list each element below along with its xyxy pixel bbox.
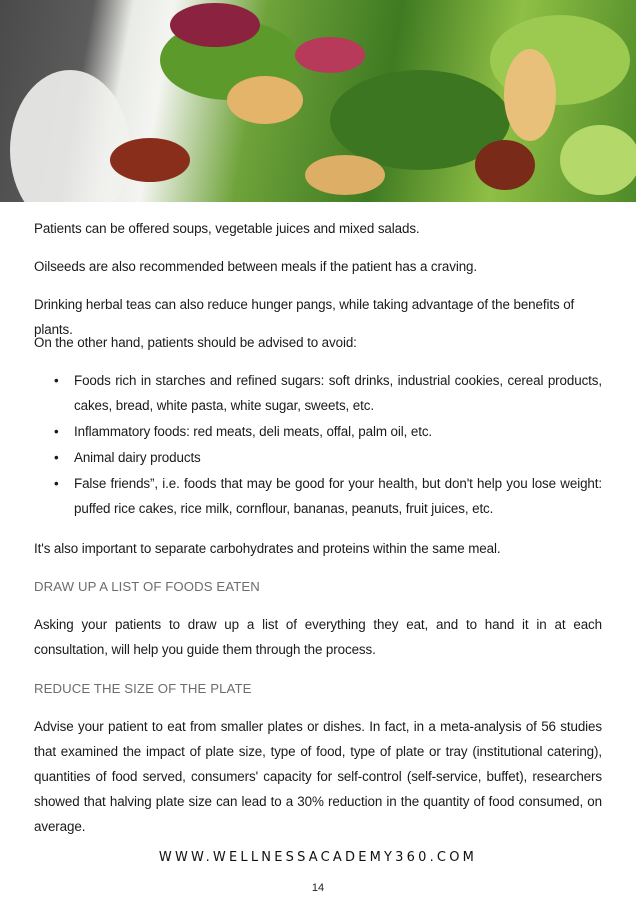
list-item-text: Inflammatory foods: red meats, deli meats, offal, palm oil, etc. <box>74 424 433 439</box>
radicchio-leaf <box>295 37 365 73</box>
footer-website: WWW.WELLNESSACADEMY360.COM <box>158 850 478 865</box>
rice-cake <box>227 76 303 124</box>
paragraph: Patients can be offered soups, vegetable juices and mixed salads. <box>34 221 420 236</box>
paragraph: Oilseeds are also recommended between meals if the patient has a craving. <box>34 259 478 274</box>
salad-illustration <box>0 0 636 202</box>
list-item-text: Animal dairy products <box>74 450 201 465</box>
paragraph: It's also important to separate carbohydrates and proteins within the same meal. <box>34 541 501 556</box>
list-item-text: Foods rich in starches and refined sugars: soft drinks, industrial cookies, cereal products, cakes, bread, white pasta, white sugar, sweets, etc. <box>74 373 602 413</box>
plate-rim <box>10 70 130 202</box>
list-item-text: False friends”, i.e. foods that may be good for your health, but don't help you lose weight: puffed rice cakes, rice milk, cornflour, bananas, peanuts, fruit juices, etc. <box>74 476 602 516</box>
bullet-icon: • <box>54 424 59 439</box>
list-item <box>34 471 602 521</box>
rice-cake <box>504 49 556 141</box>
dried-tomato <box>475 140 535 190</box>
bullet-icon: • <box>54 373 59 388</box>
list-item <box>34 368 602 418</box>
salad-photo <box>0 0 636 202</box>
radicchio-leaf <box>170 3 260 47</box>
paragraph: Advise your patient to eat from smaller plates or dishes. In fact, in a meta-analysis of 56 studies that examined the impact of plate size, type of food, type of plate or tray (institutional catering), quantities of food served, consumers' capacity for self-control (self-service, buffet), researchers showed that halving plate size can lead to a 30% reduction in the quantity of food consumed, on average. <box>34 719 602 834</box>
avoid-foods-list <box>34 368 602 522</box>
page-number: 14 <box>311 882 325 894</box>
paragraph: Drinking herbal teas can also reduce hunger pangs, while taking advantage of the benefits of plants. <box>34 297 575 337</box>
list-item <box>34 445 602 470</box>
bullet-icon: • <box>54 450 59 465</box>
bullet-icon: • <box>54 476 59 491</box>
paragraph: On the other hand, patients should be advised to avoid: <box>34 335 357 350</box>
dried-tomato <box>110 138 190 182</box>
list-item <box>34 419 602 444</box>
lettuce-leaf <box>560 125 636 195</box>
section-heading: REDUCE THE SIZE OF THE PLATE <box>34 681 252 696</box>
paragraph: Asking your patients to draw up a list of everything they eat, and to hand it in at each consultation, will help you guide them through the process. <box>34 617 602 657</box>
section-heading: DRAW UP A LIST OF FOODS EATEN <box>34 579 260 594</box>
rice-cake <box>305 155 385 195</box>
